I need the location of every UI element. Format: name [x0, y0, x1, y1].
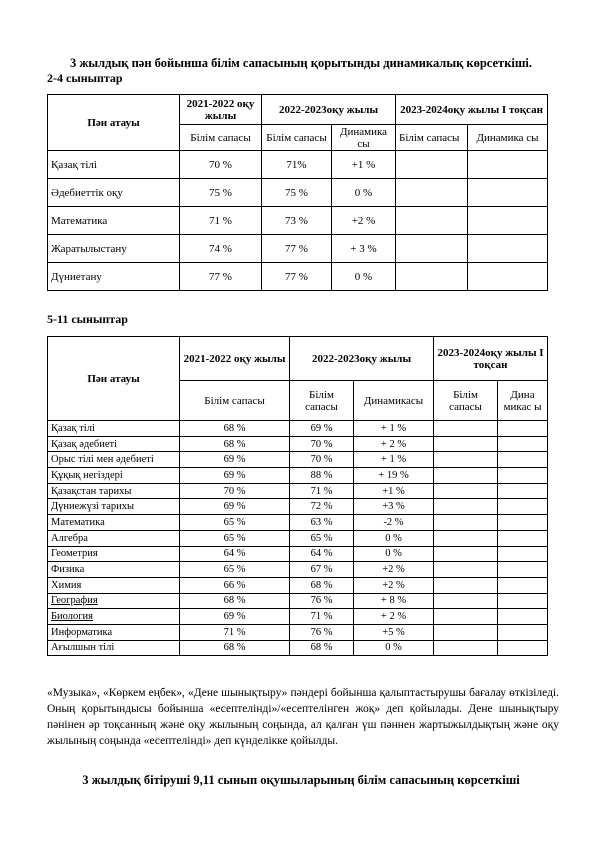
quality-2022-cell-text: 75 %: [285, 186, 308, 199]
quality-2023-cell: [434, 593, 498, 609]
header-quality-3: Білім сапасы: [396, 125, 468, 151]
quality-2022-cell: [290, 624, 354, 640]
dynamics-cell: [354, 483, 434, 499]
dynamics-cell: [354, 593, 434, 609]
quality-2023-cell: [434, 562, 498, 578]
table-row: [48, 421, 548, 437]
subject-cell-text: Геометрия: [51, 548, 98, 560]
quality-2021-cell-text: 77 %: [209, 270, 232, 283]
dynamics-2023-cell: [498, 436, 548, 452]
header-dynamics-3: Дина микас ы: [498, 381, 548, 421]
dynamics-2023-cell: [498, 483, 548, 499]
quality-2021-cell: [180, 640, 290, 656]
table-row: [48, 468, 548, 484]
dynamics-2023-cell: [498, 452, 548, 468]
dynamics-2023-cell: [498, 593, 548, 609]
subject-cell-text: Физика: [51, 564, 85, 576]
quality-2021-cell: [180, 207, 262, 235]
quality-2021-cell-text: 65 %: [223, 516, 246, 528]
section-label-5-11: 5-11 сыныптар: [47, 312, 128, 326]
quality-2022-cell-text: 70 %: [310, 438, 333, 450]
quality-2023-cell: [434, 640, 498, 656]
table-row: [48, 515, 548, 531]
subject-cell: [48, 577, 180, 593]
quality-2023-cell: [396, 263, 468, 291]
dynamics-cell: [354, 609, 434, 625]
dynamics-cell-text: + 1 %: [380, 422, 407, 434]
subject-cell: [48, 593, 180, 609]
table-row: [48, 207, 548, 235]
dynamics-2023-cell: [498, 499, 548, 515]
quality-2022-cell: [290, 468, 354, 484]
dynamics-cell: [354, 530, 434, 546]
dynamics-cell-text: +5 %: [382, 626, 405, 638]
subject-cell: [48, 515, 180, 531]
header-dynamics: Динамика сы: [332, 125, 396, 151]
dynamics-cell: [354, 546, 434, 562]
quality-2023-cell: [434, 624, 498, 640]
subject-cell: [48, 483, 180, 499]
header-quality: Білім сапасы: [180, 125, 262, 151]
quality-2023-cell: [434, 483, 498, 499]
dynamics-cell: [354, 577, 434, 593]
table-row: [48, 436, 548, 452]
quality-2022-cell: [290, 593, 354, 609]
quality-2021-cell-text: 68 %: [223, 595, 246, 607]
quality-2022-cell: [290, 421, 354, 437]
quality-2021-cell: [180, 499, 290, 515]
header-subject: Пән атауы: [48, 95, 180, 151]
subject-cell-text: Информатика: [51, 626, 113, 638]
table-row: [48, 483, 548, 499]
dynamics-cell: [354, 436, 434, 452]
table-row: [48, 640, 548, 656]
quality-2022-cell-text: 76 %: [310, 626, 333, 638]
quality-2023-cell: [434, 577, 498, 593]
quality-table-2-4: [47, 94, 548, 291]
dynamics-cell: [354, 421, 434, 437]
subject-cell-text: Қазақ тілі: [51, 158, 97, 171]
table-row: [48, 151, 548, 179]
quality-2021-cell: [180, 546, 290, 562]
subject-cell-text: Ағылшын тілі: [51, 642, 115, 654]
dynamics-cell-text: + 8 %: [380, 595, 407, 607]
subject-cell: [48, 452, 180, 468]
dynamics-cell-text: +1 %: [382, 485, 405, 497]
header-subject: Пән атауы: [48, 337, 180, 421]
quality-2023-cell: [396, 179, 468, 207]
quality-2023-cell: [434, 499, 498, 515]
subject-cell: [48, 562, 180, 578]
quality-2021-cell: [180, 593, 290, 609]
dynamics-cell: [332, 151, 396, 179]
dynamics-2023-cell: [498, 577, 548, 593]
dynamics-cell-text: 0 %: [354, 186, 373, 199]
dynamics-2023-cell: [468, 151, 548, 179]
quality-2021-cell: [180, 452, 290, 468]
quality-2022-cell: [290, 546, 354, 562]
quality-2021-cell-text: 68 %: [223, 422, 246, 434]
quality-2021-cell: [180, 421, 290, 437]
quality-2021-cell: [180, 436, 290, 452]
dynamics-2023-cell: [468, 263, 548, 291]
subject-cell-text: Дүниежүзі тарихы: [51, 501, 135, 513]
table-row: [48, 263, 548, 291]
quality-2022-cell-text: 72 %: [310, 501, 333, 513]
quality-2021-cell-text: 66 %: [223, 579, 246, 591]
dynamics-cell: [332, 263, 396, 291]
header-dynamics: Динамикасы: [354, 381, 434, 421]
quality-2021-cell: [180, 235, 262, 263]
subject-cell: [48, 499, 180, 515]
subject-cell: [48, 179, 180, 207]
quality-2023-cell: [396, 207, 468, 235]
dynamics-cell-text: + 2 %: [380, 438, 407, 450]
quality-2023-cell: [434, 546, 498, 562]
dynamics-2023-cell: [498, 515, 548, 531]
quality-2022-cell: [262, 263, 332, 291]
quality-2021-cell: [180, 624, 290, 640]
quality-2022-cell-text: 88 %: [310, 469, 333, 481]
quality-2022-cell: [290, 609, 354, 625]
subject-cell: [48, 640, 180, 656]
header-year-2023: 2023-2024оқу жылы І тоқсан: [396, 95, 548, 125]
table-row: [48, 235, 548, 263]
dynamics-cell-text: 0 %: [385, 548, 402, 560]
quality-2023-cell: [434, 421, 498, 437]
subject-cell-text: Әдебиеттік оқу: [51, 186, 123, 199]
table-row: [48, 609, 548, 625]
dynamics-2023-cell: [498, 468, 548, 484]
quality-2021-cell: [180, 483, 290, 499]
table-row: [48, 530, 548, 546]
quality-2021-cell-text: 69 %: [223, 469, 246, 481]
dynamics-2023-cell: [468, 207, 548, 235]
quality-2022-cell-text: 71%: [286, 158, 307, 171]
subject-cell-text: Химия: [51, 579, 82, 591]
subject-cell: [48, 624, 180, 640]
subject-cell-text: Математика: [51, 516, 105, 528]
quality-2022-cell: [290, 515, 354, 531]
subject-cell-text: Жаратылыстану: [51, 242, 127, 255]
quality-2022-cell-text: 68 %: [310, 642, 333, 654]
quality-2021-cell-text: 69 %: [223, 454, 246, 466]
quality-2022-cell-text: 67 %: [310, 564, 333, 576]
quality-2022-cell-text: 71 %: [310, 611, 333, 623]
quality-2023-cell: [434, 530, 498, 546]
quality-2022-cell: [290, 499, 354, 515]
dynamics-cell-text: +2 %: [351, 214, 376, 227]
subject-cell: [48, 421, 180, 437]
subject-cell-text: Орыс тілі мен әдебиеті: [51, 454, 154, 466]
quality-2022-cell-text: 64 %: [310, 548, 333, 560]
dynamics-cell-text: -2 %: [383, 516, 404, 528]
dynamics-cell-text: 0 %: [385, 642, 402, 654]
table-row: [48, 546, 548, 562]
section-label-2-4: 2-4 сыныптар: [47, 71, 123, 85]
dynamics-cell-text: +1 %: [351, 158, 376, 171]
dynamics-2023-cell: [498, 640, 548, 656]
quality-2022-cell: [262, 235, 332, 263]
dynamics-cell: [354, 562, 434, 578]
quality-2021-cell-text: 69 %: [223, 611, 246, 623]
dynamics-cell-text: + 2 %: [380, 611, 407, 623]
table-row: [48, 499, 548, 515]
quality-2021-cell: [180, 515, 290, 531]
dynamics-cell-text: +2 %: [382, 579, 405, 591]
header-quality-2: Білім сапасы: [290, 381, 354, 421]
quality-2022-cell-text: 77 %: [285, 242, 308, 255]
quality-2021-cell: [180, 530, 290, 546]
quality-2022-cell: [262, 151, 332, 179]
header-quality: Білім сапасы: [180, 381, 290, 421]
quality-2022-cell-text: 68 %: [310, 579, 333, 591]
quality-2021-cell-text: 74 %: [209, 242, 232, 255]
table-row: [48, 452, 548, 468]
quality-2021-cell: [180, 468, 290, 484]
footer-title: 3 жылдық бітіруші 9,11 сынып оқушыларының білім сапасының көрсеткіші: [82, 773, 520, 787]
subject-cell-text: Қазақстан тарихы: [51, 485, 132, 497]
dynamics-cell-text: + 3 %: [350, 242, 377, 255]
assessment-paragraph: «Музыка», «Көркем еңбек», «Дене шынықтыру» пәндері бойынша қалыптастырушы бағалау өткізіледі. Оның қорытындысы бойынша «есептелінді»/«есептелінген жоқ» деп қойылады. Дене шынықтыру пәнінен әр тоқсанның және оқу жылының соңында, ал қалған үш пәннен жартыжылдықтың және оқу жылының соңында «есептелінді» деп күнделікке қойылды.: [47, 687, 559, 747]
dynamics-2023-cell: [498, 609, 548, 625]
dynamics-cell: [332, 235, 396, 263]
subject-cell: [48, 151, 180, 179]
subject-cell: [48, 207, 180, 235]
quality-2023-cell: [434, 436, 498, 452]
dynamics-2023-cell: [498, 421, 548, 437]
header-year-2021: 2021-2022 оқу жылы: [180, 95, 262, 125]
quality-2021-cell-text: 65 %: [223, 532, 246, 544]
dynamics-cell: [332, 179, 396, 207]
quality-2021-cell-text: 71 %: [209, 214, 232, 227]
subject-cell: [48, 530, 180, 546]
subject-cell-text: Математика: [51, 214, 108, 227]
quality-2021-cell: [180, 609, 290, 625]
quality-2021-cell-text: 70 %: [223, 485, 246, 497]
dynamics-2023-cell: [498, 624, 548, 640]
dynamics-cell-text: + 1 %: [380, 454, 407, 466]
quality-2021-cell: [180, 179, 262, 207]
header-quality-2: Білім сапасы: [262, 125, 332, 151]
quality-2022-cell-text: 70 %: [310, 454, 333, 466]
header-year-2022: 2022-2023оқу жылы: [290, 337, 434, 381]
quality-2022-cell-text: 73 %: [285, 214, 308, 227]
subject-cell: [48, 609, 180, 625]
header-quality-3: Білім сапасы: [434, 381, 498, 421]
subject-cell-text: Қазақ әдебиеті: [51, 438, 117, 450]
quality-2021-cell-text: 69 %: [223, 501, 246, 513]
quality-2023-cell: [434, 452, 498, 468]
table-row: [48, 562, 548, 578]
quality-2021-cell: [180, 151, 262, 179]
quality-2021-cell-text: 68 %: [223, 438, 246, 450]
subject-cell-text: Құқық негіздері: [51, 469, 123, 481]
header-dynamics-3: Динамика сы: [468, 125, 548, 151]
subject-cell: [48, 468, 180, 484]
header-year-2023: 2023-2024оқу жылы І тоқсан: [434, 337, 548, 381]
subject-cell: [48, 235, 180, 263]
dynamics-2023-cell: [468, 179, 548, 207]
dynamics-cell: [354, 515, 434, 531]
quality-2021-cell: [180, 577, 290, 593]
dynamics-cell-text: +3 %: [382, 501, 405, 513]
quality-2022-cell: [290, 436, 354, 452]
quality-2023-cell: [434, 468, 498, 484]
quality-2022-cell-text: 71 %: [310, 485, 333, 497]
subject-cell-text: География: [51, 595, 98, 607]
quality-2021-cell-text: 65 %: [223, 564, 246, 576]
dynamics-2023-cell: [498, 562, 548, 578]
quality-table-5-11: [47, 336, 548, 656]
dynamics-2023-cell: [498, 530, 548, 546]
dynamics-cell-text: + 19 %: [378, 469, 409, 481]
quality-2023-cell: [396, 235, 468, 263]
dynamics-cell-text: +2 %: [382, 564, 405, 576]
dynamics-cell: [354, 624, 434, 640]
dynamics-cell: [332, 207, 396, 235]
quality-2022-cell: [290, 452, 354, 468]
quality-2021-cell: [180, 263, 262, 291]
dynamics-cell: [354, 499, 434, 515]
subject-cell-text: Алгебра: [51, 532, 88, 544]
quality-2022-cell: [262, 179, 332, 207]
quality-2021-cell-text: 64 %: [223, 548, 246, 560]
dynamics-2023-cell: [468, 235, 548, 263]
quality-2023-cell: [434, 609, 498, 625]
quality-2022-cell-text: 65 %: [310, 532, 333, 544]
dynamics-cell: [354, 468, 434, 484]
quality-2022-cell-text: 69 %: [310, 422, 333, 434]
subject-cell: [48, 263, 180, 291]
quality-2021-cell-text: 75 %: [209, 186, 232, 199]
quality-2022-cell: [290, 577, 354, 593]
quality-2023-cell: [396, 151, 468, 179]
subject-cell-text: Биология: [51, 611, 94, 623]
subject-cell: [48, 436, 180, 452]
dynamics-cell: [354, 452, 434, 468]
quality-2022-cell: [262, 207, 332, 235]
dynamics-2023-cell: [498, 546, 548, 562]
quality-2021-cell: [180, 562, 290, 578]
quality-2022-cell-text: 76 %: [310, 595, 333, 607]
dynamics-cell-text: 0 %: [385, 532, 402, 544]
table-row: [48, 593, 548, 609]
table-row: [48, 577, 548, 593]
subject-cell-text: Дүниетану: [51, 270, 102, 283]
subject-cell-text: Қазақ тілі: [51, 422, 95, 434]
quality-2022-cell-text: 63 %: [310, 516, 333, 528]
quality-2022-cell: [290, 562, 354, 578]
quality-2023-cell: [434, 515, 498, 531]
quality-2022-cell: [290, 640, 354, 656]
subject-cell: [48, 546, 180, 562]
quality-2021-cell-text: 68 %: [223, 642, 246, 654]
quality-2021-cell-text: 71 %: [223, 626, 246, 638]
dynamics-cell: [354, 640, 434, 656]
quality-2022-cell: [290, 483, 354, 499]
header-year-2022: 2022-2023оқу жылы: [262, 95, 396, 125]
quality-2022-cell-text: 77 %: [285, 270, 308, 283]
document-title: 3 жылдық пән бойынша білім сапасының қорытынды динамикалық көрсеткіші.: [69, 56, 533, 70]
table-row: [48, 179, 548, 207]
dynamics-cell-text: 0 %: [354, 270, 373, 283]
header-year-2021: 2021-2022 оқу жылы: [180, 337, 290, 381]
quality-2022-cell: [290, 530, 354, 546]
table-row: [48, 624, 548, 640]
quality-2021-cell-text: 70 %: [209, 158, 232, 171]
